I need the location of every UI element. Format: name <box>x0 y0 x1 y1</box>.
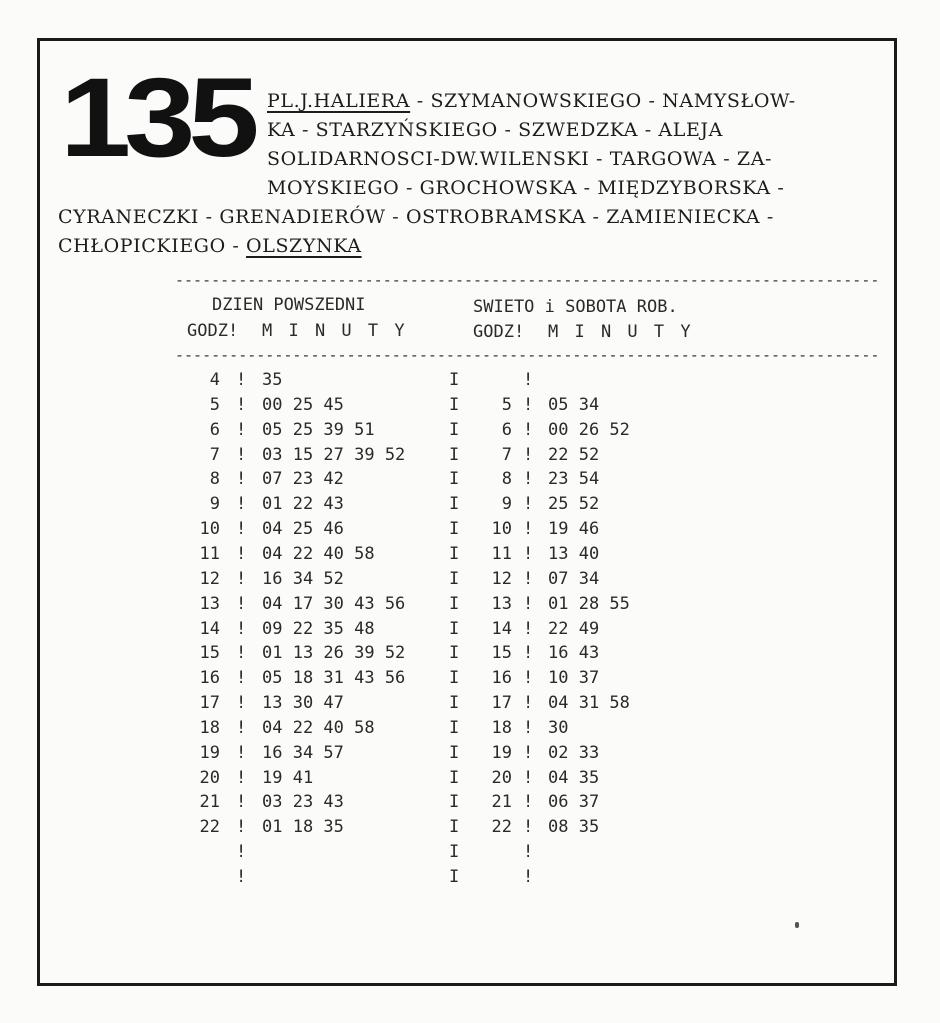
weekday-minutes: 05 25 39 51 <box>262 419 375 440</box>
holiday-minutes: 22 49 <box>548 618 600 639</box>
holiday-hour: 12 <box>491 568 512 589</box>
holiday-hour: 17 <box>491 693 512 714</box>
weekday-minutes: 01 22 43 <box>262 494 344 515</box>
holiday-separator: ! <box>523 494 534 515</box>
column-separator: I <box>449 519 460 540</box>
weekday-minutes: 05 18 31 43 56 <box>262 668 406 689</box>
holiday-hour: 21 <box>491 792 512 813</box>
holiday-minutes: 13 40 <box>548 543 600 564</box>
weekday-hour: 11 <box>199 543 220 564</box>
holiday-minutes: 02 33 <box>548 742 600 763</box>
weekday-separator: ! <box>236 618 247 639</box>
weekday-separator: ! <box>236 568 247 589</box>
column-separator: I <box>449 370 460 390</box>
weekday-minutes: 35 <box>262 370 283 390</box>
column-separator: I <box>449 742 460 763</box>
weekday-minutes: 04 17 30 43 56 <box>262 593 406 614</box>
holiday-separator: ! <box>523 618 534 639</box>
column-separator: I <box>449 394 460 415</box>
weekday-minutes: 01 18 35 <box>262 817 344 838</box>
weekday-minutes: 04 25 46 <box>262 519 344 540</box>
weekday-minutes: 01 13 26 39 52 <box>262 643 406 664</box>
route-segment: CYRANECZKI - GRENADIERÓW - OSTROBRAMSKA - ZAMIENIECKA - <box>58 206 774 228</box>
weekday-hour: 20 <box>199 767 220 788</box>
weekday-hour: 4 <box>209 370 220 390</box>
holiday-minutes: 06 37 <box>548 792 600 813</box>
weekday-separator: ! <box>236 792 247 813</box>
weekday-minutes: 16 34 52 <box>262 568 344 589</box>
weekday-separator: ! <box>236 842 247 863</box>
weekday-minutes: 16 34 57 <box>262 742 344 763</box>
route-line <box>58 235 362 257</box>
weekday-separator: ! <box>236 693 247 714</box>
holiday-minutes: 05 34 <box>548 394 600 415</box>
holiday-hour: 10 <box>491 519 512 540</box>
weekday-hour: 15 <box>199 643 220 664</box>
terminal-stop: OLSZYNKA <box>246 235 362 257</box>
weekday-separator: ! <box>236 867 247 887</box>
holiday-hour: 7 <box>501 444 512 465</box>
weekday-hour: 17 <box>199 693 220 714</box>
weekday-hour: 7 <box>209 444 220 465</box>
weekday-hour: 5 <box>209 394 220 415</box>
route-line <box>267 148 772 170</box>
weekday-hour: 13 <box>199 593 220 614</box>
weekday-hour: 19 <box>199 742 220 763</box>
weekday-hour: 12 <box>199 568 220 589</box>
weekday-minutes-label: M I N U T Y <box>262 321 408 341</box>
column-separator: I <box>449 593 460 614</box>
line-number: 135 <box>60 54 253 181</box>
weekday-hour-label: GODZ! <box>187 321 239 341</box>
weekday-hour: 18 <box>199 717 220 738</box>
weekday-separator: ! <box>236 469 247 490</box>
holiday-minutes: 23 54 <box>548 469 600 490</box>
holiday-separator: ! <box>523 543 534 564</box>
holiday-minutes: 25 52 <box>548 494 600 515</box>
column-separator: I <box>449 419 460 440</box>
holiday-hour: 18 <box>491 717 512 738</box>
route-segment: - SZYMANOWSKIEGO - NAMYSŁOW- <box>410 90 796 112</box>
weekday-separator: ! <box>236 419 247 440</box>
holiday-separator: ! <box>523 792 534 813</box>
holiday-minutes: 30 <box>548 717 569 738</box>
holiday-hour: 14 <box>491 618 512 639</box>
weekday-separator: ! <box>236 817 247 838</box>
holiday-minutes: 19 46 <box>548 519 600 540</box>
holiday-separator: ! <box>523 394 534 415</box>
holiday-separator: ! <box>523 867 534 887</box>
weekday-separator: ! <box>236 643 247 664</box>
holiday-hour: 22 <box>491 817 512 838</box>
column-separator: I <box>449 643 460 664</box>
holiday-hour: 19 <box>491 742 512 763</box>
holiday-minutes: 04 31 58 <box>548 693 630 714</box>
holiday-hour: 6 <box>501 419 512 440</box>
route-line <box>267 177 784 199</box>
holiday-separator: ! <box>523 469 534 490</box>
route-segment: CHŁOPICKIEGO - <box>58 235 247 257</box>
route-segment: KA - STARZYŃSKIEGO - SZWEDZKA - ALEJA <box>267 119 723 141</box>
weekday-minutes: 03 23 43 <box>262 792 344 813</box>
table-top-rule: ------------------------------------------------------------------------------ <box>175 271 880 289</box>
column-separator: I <box>449 494 460 515</box>
weekday-hour: 16 <box>199 668 220 689</box>
holiday-title: SWIETO i SOBOTA ROB. <box>473 297 678 317</box>
weekday-separator: ! <box>236 394 247 415</box>
holiday-hour: 15 <box>491 643 512 664</box>
column-separator: I <box>449 842 460 863</box>
holiday-hour: 11 <box>491 543 512 564</box>
weekday-separator: ! <box>236 717 247 738</box>
weekday-minutes: 04 22 40 58 <box>262 717 375 738</box>
weekday-hour: 6 <box>209 419 220 440</box>
weekday-minutes: 00 25 45 <box>262 394 344 415</box>
column-separator: I <box>449 444 460 465</box>
holiday-minutes: 22 52 <box>548 444 600 465</box>
holiday-minutes: 01 28 55 <box>548 593 630 614</box>
holiday-minutes: 10 37 <box>548 668 600 689</box>
weekday-hour: 22 <box>199 817 220 838</box>
holiday-hour: 20 <box>491 767 512 788</box>
weekday-hour: 21 <box>199 792 220 813</box>
terminal-stop: PL.J.HALIERA <box>267 90 411 112</box>
holiday-minutes: 08 35 <box>548 817 600 838</box>
holiday-minutes: 16 43 <box>548 643 600 664</box>
weekday-hour: 8 <box>209 469 220 490</box>
weekday-hour: 10 <box>199 519 220 540</box>
route-line <box>58 206 774 228</box>
weekday-minutes: 19 41 <box>262 767 314 788</box>
holiday-separator: ! <box>523 817 534 838</box>
route-line <box>267 119 723 141</box>
holiday-separator: ! <box>523 717 534 738</box>
holiday-separator: ! <box>523 842 534 863</box>
holiday-separator: ! <box>523 419 534 440</box>
weekday-minutes: 09 22 35 48 <box>262 618 375 639</box>
holiday-hour: 13 <box>491 593 512 614</box>
route-line <box>267 90 796 112</box>
weekday-minutes: 07 23 42 <box>262 469 344 490</box>
column-separator: I <box>449 693 460 714</box>
table-header-rule: ------------------------------------------------------------------------------ <box>175 346 880 364</box>
column-separator: I <box>449 717 460 738</box>
holiday-minutes: 07 34 <box>548 568 600 589</box>
weekday-hour: 9 <box>209 494 220 515</box>
holiday-separator: ! <box>523 519 534 540</box>
route-segment: SOLIDARNOSCI-DW.WILENSKI - TARGOWA - ZA- <box>267 148 773 170</box>
weekday-hour: 14 <box>199 618 220 639</box>
holiday-separator: ! <box>523 742 534 763</box>
holiday-hour: 8 <box>501 469 512 490</box>
holiday-minutes: 04 35 <box>548 767 600 788</box>
column-separator: I <box>449 792 460 813</box>
column-separator: I <box>449 469 460 490</box>
column-separator: I <box>449 767 460 788</box>
holiday-separator: ! <box>523 693 534 714</box>
weekday-minutes: 04 22 40 58 <box>262 543 375 564</box>
paper-speck <box>795 922 799 928</box>
weekday-separator: ! <box>236 767 247 788</box>
holiday-separator: ! <box>523 643 534 664</box>
holiday-hour-label: GODZ! <box>473 322 525 342</box>
weekday-separator: ! <box>236 370 247 390</box>
column-separator: I <box>449 618 460 639</box>
holiday-hour: 5 <box>501 394 512 415</box>
column-separator: I <box>449 543 460 564</box>
holiday-separator: ! <box>523 668 534 689</box>
weekday-separator: ! <box>236 593 247 614</box>
weekday-separator: ! <box>236 519 247 540</box>
holiday-separator: ! <box>523 593 534 614</box>
holiday-separator: ! <box>523 370 534 390</box>
weekday-minutes: 03 15 27 39 52 <box>262 444 406 465</box>
weekday-separator: ! <box>236 742 247 763</box>
route-segment: MOYSKIEGO - GROCHOWSKA - MIĘDZYBORSKA - <box>267 177 785 199</box>
weekday-title: DZIEN POWSZEDNI <box>212 295 366 315</box>
column-separator: I <box>449 668 460 689</box>
column-separator: I <box>449 568 460 589</box>
holiday-separator: ! <box>523 767 534 788</box>
column-separator: I <box>449 817 460 838</box>
weekday-separator: ! <box>236 668 247 689</box>
weekday-minutes: 13 30 47 <box>262 693 344 714</box>
weekday-separator: ! <box>236 543 247 564</box>
weekday-separator: ! <box>236 444 247 465</box>
holiday-minutes: 00 26 52 <box>548 419 630 440</box>
holiday-hour: 9 <box>501 494 512 515</box>
holiday-hour: 16 <box>491 668 512 689</box>
weekday-separator: ! <box>236 494 247 515</box>
holiday-separator: ! <box>523 444 534 465</box>
holiday-minutes-label: M I N U T Y <box>548 322 694 342</box>
holiday-separator: ! <box>523 568 534 589</box>
column-separator: I <box>449 867 460 887</box>
